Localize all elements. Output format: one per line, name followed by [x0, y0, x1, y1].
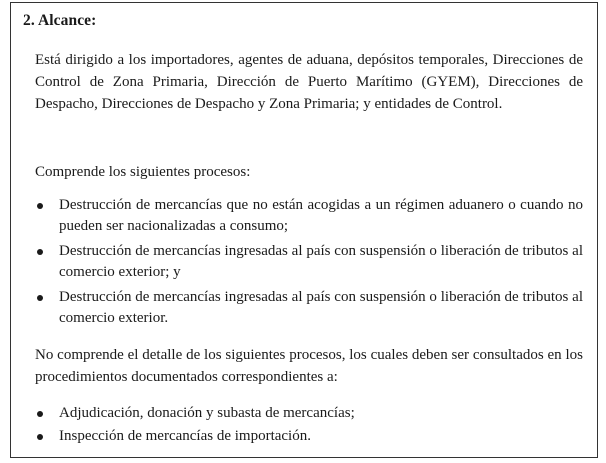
list-item	[35, 287, 583, 329]
bullet-icon	[37, 203, 43, 209]
bullet-icon	[37, 434, 43, 440]
list-item-text: Inspección de mercancías de importación.	[59, 428, 311, 444]
list-item-text: Destrucción de mercancías ingresadas al país con suspensión o liberación de tributos al comercio exterior.	[59, 289, 583, 326]
bullet-icon	[37, 411, 43, 417]
list-item	[35, 403, 583, 424]
includes-list	[35, 195, 583, 333]
bullet-icon	[37, 249, 43, 255]
scope-paragraph: Está dirigido a los importadores, agentes de aduana, depósitos temporales, Direcciones de Control de Zona Primaria, Dirección de Puerto Marítimo (GYEM), Direcciones de Despacho, Direcciones de Despacho y Zona Primaria; y entidades de Control.	[35, 52, 583, 112]
list-item-text: Destrucción de mercancías ingresadas al país con suspensión o liberación de tributos al comercio exterior; y	[59, 243, 583, 280]
list-item	[35, 195, 583, 237]
list-item	[35, 426, 583, 447]
list-item-text: Adjudicación, donación y subasta de mercancías;	[59, 405, 355, 421]
list-item	[35, 241, 583, 283]
excludes-list	[35, 403, 583, 449]
section-frame	[10, 2, 598, 458]
includes-intro: Comprende los siguientes procesos:	[35, 164, 251, 180]
list-item-text: Destrucción de mercancías que no están acogidas a un régimen aduanero o cuando no pueden ser nacionalizadas a consumo;	[59, 197, 583, 234]
section-heading: 2. Alcance:	[23, 12, 97, 29]
excludes-intro: No comprende el detalle de los siguientes procesos, los cuales deben ser consultados en los procedimientos documentados correspondientes a:	[35, 347, 583, 385]
bullet-icon	[37, 295, 43, 301]
